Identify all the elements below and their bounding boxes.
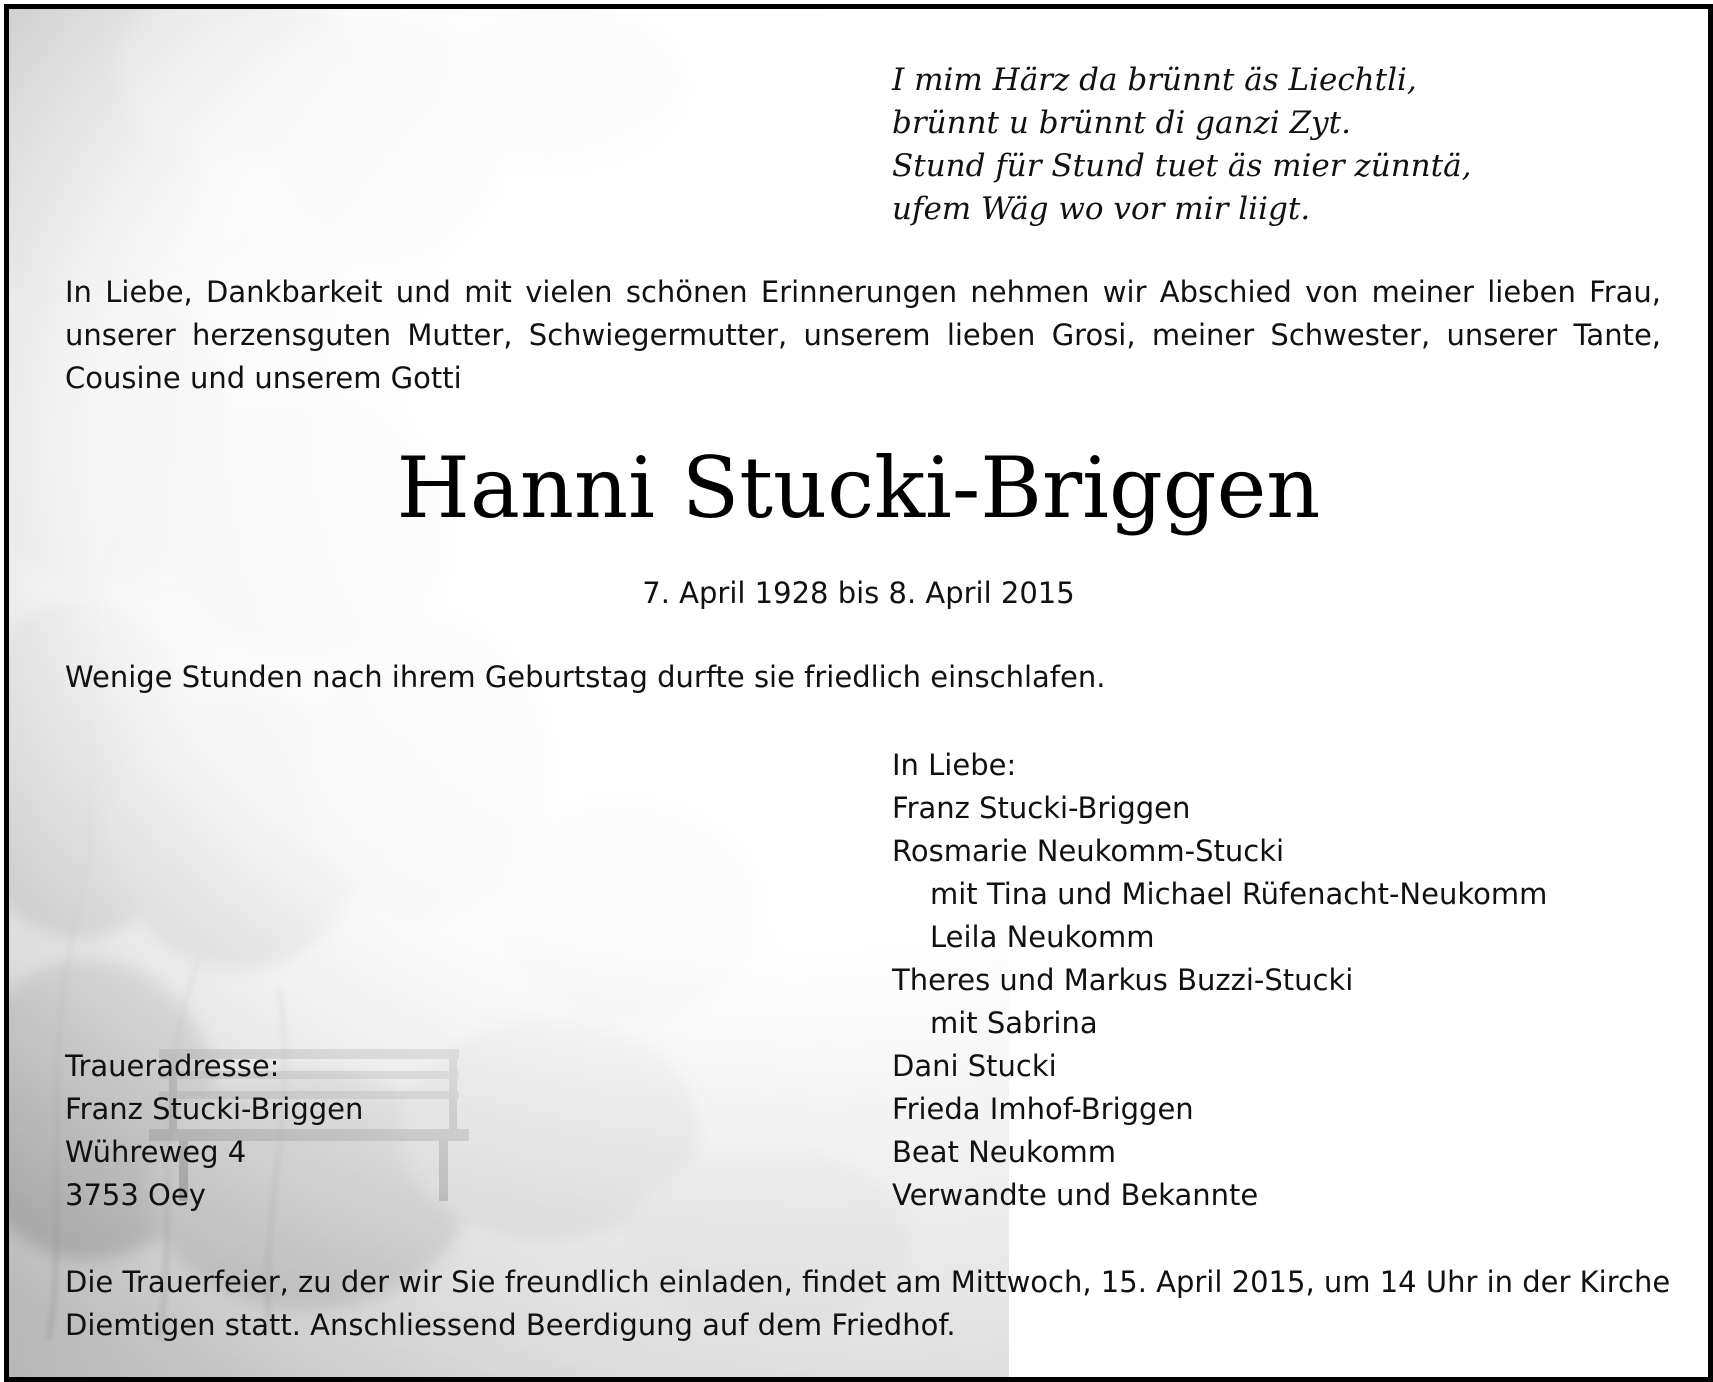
mourner-entry: Dani Stucki xyxy=(892,1049,1057,1083)
mourner-entry: Rosmarie Neukomm-Stucki xyxy=(892,834,1285,868)
poem xyxy=(892,59,1592,231)
funeral-notice xyxy=(65,1261,1671,1347)
address-label: Traueradresse: xyxy=(65,1049,280,1083)
life-dates: 7. April 1928 bis 8. April 2015 xyxy=(642,576,1075,610)
address-name: Franz Stucki-Briggen xyxy=(65,1092,364,1126)
funeral-line: Diemtigen statt. Anschliessend Beerdigung auf dem Friedhof. xyxy=(65,1308,956,1342)
poem-line: Stund für Stund tuet äs mier zünntä, xyxy=(892,148,1472,184)
intro-paragraph: In Liebe, Dankbarkeit und mit vielen schönen Erinnerungen nehmen wir Abschied von meiner lieben Frau, unserer herzensguten Mutter, Schwiegermutter, unserem lieben Grosi, meiner Schwester, unserer Tante, Cousine und unserem Gotti xyxy=(65,275,1661,395)
mourner-entry-sub: mit Tina und Michael Rüfenacht-Neukomm xyxy=(930,877,1548,911)
mourner-entry-sub: Leila Neukomm xyxy=(930,920,1155,954)
address-street: Wühreweg 4 xyxy=(65,1135,247,1169)
mourner-entry: Franz Stucki-Briggen xyxy=(892,791,1191,825)
obituary-frame xyxy=(4,4,1713,1382)
mourners-heading: In Liebe: xyxy=(892,748,1017,782)
poem-line: I mim Härz da brünnt äs Liechtli, xyxy=(892,62,1417,98)
mourners-list xyxy=(892,744,1682,1217)
mourner-entry: Beat Neukomm xyxy=(892,1135,1117,1169)
obituary-content xyxy=(9,9,1708,1377)
deceased-name: Hanni Stucki-Briggen xyxy=(396,439,1321,537)
poem-line: brünnt u brünnt di ganzi Zyt. xyxy=(892,105,1351,141)
funeral-line: Die Trauerfeier, zu der wir Sie freundlich einladen, findet am Mittwoch, 15. April 2015, um 14 Uhr in der Kirche xyxy=(65,1265,1671,1299)
passing-note: Wenige Stunden nach ihrem Geburtstag durfte sie friedlich einschlafen. xyxy=(65,660,1106,694)
poem-line: ufem Wäg wo vor mir liigt. xyxy=(892,191,1311,227)
mourner-entry: Verwandte und Bekannte xyxy=(892,1178,1259,1212)
mourner-entry: Frieda Imhof-Briggen xyxy=(892,1092,1194,1126)
mourner-entry: Theres und Markus Buzzi-Stucki xyxy=(892,963,1354,997)
mourner-entry-sub: mit Sabrina xyxy=(930,1006,1098,1040)
address-city: 3753 Oey xyxy=(65,1178,206,1212)
mourning-address xyxy=(65,1045,565,1217)
